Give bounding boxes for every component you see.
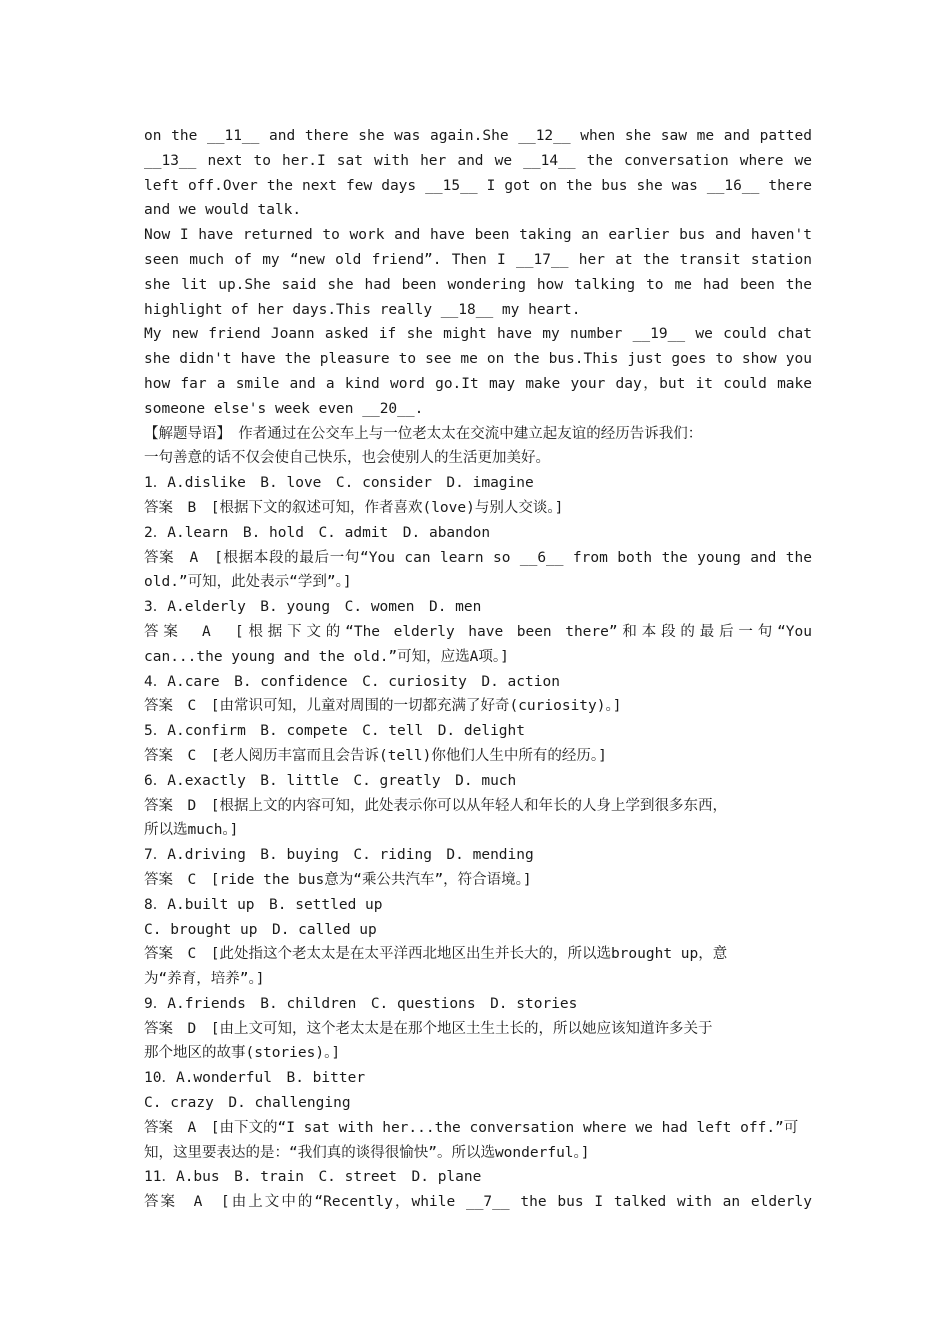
passage-line: __13__ next to her.I sat with her and we __14__ the conversation where we [144, 152, 812, 169]
question-options: C. brought up D. called up [144, 921, 377, 938]
question-options: 10．A.wonderful B. bitter [144, 1070, 366, 1087]
passage-line: and we would talk. [144, 202, 302, 219]
question-options: 2．A.learn B. hold C. admit D. abandon [144, 524, 491, 541]
question-options: 3．A.elderly B. young C. women D. men [144, 599, 482, 616]
question-options: C. crazy D. challenging [144, 1095, 351, 1112]
question-options: 1．A.dislike B. love C. consider D. imagine [144, 475, 534, 492]
document-page [144, 124, 812, 1215]
answer-explanation: 答案 C [此处指这个老太太是在太平洋西北地区出生并长大的，所以选brought up，意 [144, 946, 728, 963]
answer-explanation: 答案 A [由下文的“I sat with her...the conversation where we had left off.”可 [144, 1119, 799, 1136]
passage-line: on the __11__ and there she was again.She __12__ when she saw me and patted [144, 128, 812, 144]
passage-line: she didn't have the pleasure to see me on the bus.This just goes to show you [144, 351, 812, 368]
passage-line: left off.Over the next few days __15__ I got on the bus she was __16__ there [144, 177, 812, 194]
answer-list [144, 471, 812, 1215]
solution-guide [144, 422, 812, 472]
answer-explanation: 答案 C [由常识可知，儿童对周围的一切都充满了好奇(curiosity)。] [144, 698, 622, 715]
guide-line: 【解题导语】 作者通过在公交车上与一位老太太在交流中建立起友谊的经历告诉我们： [144, 425, 703, 442]
passage-line: she lit up.She said she had been wondering how talking to me had been the [144, 276, 812, 293]
question-options: 7．A.driving B. buying C. riding D. mending [144, 847, 534, 864]
guide-line: 一句善意的话不仅会使自己快乐，也会使别人的生活更加美好。 [144, 450, 550, 467]
question-options: 11．A.bus B. train C. street D. plane [144, 1169, 482, 1186]
answer-explanation: 答案 A [根据下文的“The elderly have been there”和本段的最后一句“You [144, 623, 812, 640]
passage-line: Now I have returned to work and have been taking an earlier bus and haven't [144, 227, 812, 244]
answer-explanation: 那个地区的故事(stories)。] [144, 1045, 341, 1062]
answer-explanation: 答案 D [根据上文的内容可知，此处表示你可以从年轻人和年长的人身上学到很多东西， [144, 797, 727, 814]
passage-line: highlight of her days.This really __18__ my heart. [144, 301, 581, 318]
answer-explanation: can...the young and the old.”可知，应选A项。] [144, 648, 509, 665]
answer-explanation: 答案 C [ride the bus意为“乘公共汽车”，符合语境。] [144, 871, 532, 888]
answer-explanation: 答案 B [根据下文的叙述可知，作者喜欢(love)与别人交谈。] [144, 499, 564, 516]
answer-explanation: 答案 A [由上文中的“Recently，while __7__ the bus I talked with an elderly [144, 1194, 812, 1211]
question-options: 5．A.confirm B. compete C. tell D. delight [144, 723, 525, 740]
question-options: 6．A.exactly B. little C. greatly D. much [144, 772, 517, 789]
passage-continued [144, 124, 812, 422]
question-options: 9．A.friends B. children C. questions D. stories [144, 995, 578, 1012]
question-options: 4．A.care B. confidence C. curiosity D. action [144, 673, 560, 690]
passage-line: seen much of my “new old friend”. Then I __17__ her at the transit station [144, 251, 812, 268]
answer-explanation: 答案 A [根据本段的最后一句“You can learn so __6__ from both the young and the [144, 549, 812, 566]
answer-explanation: 所以选much。] [144, 822, 239, 839]
answer-explanation: old.”可知，此处表示“学到”。] [144, 574, 352, 591]
answer-explanation: 答案 D [由上文可知，这个老太太是在那个地区土生土长的，所以她应该知道许多关于 [144, 1020, 713, 1037]
question-options: 8．A.built up B. settled up [144, 896, 383, 913]
answer-explanation: 知，这里要表达的是：“我们真的谈得很愉快”。所以选wonderful。] [144, 1144, 590, 1161]
passage-line: someone else's week even __20__. [144, 400, 424, 417]
passage-line: My new friend Joann asked if she might have my number __19__ we could chat [144, 326, 812, 343]
passage-line: how far a smile and a kind word go.It may make your day，but it could make [144, 375, 812, 392]
answer-explanation: 答案 C [老人阅历丰富而且会告诉(tell)你他们人生中所有的经历。] [144, 747, 607, 764]
answer-explanation: 为“养育，培养”。] [144, 971, 265, 988]
